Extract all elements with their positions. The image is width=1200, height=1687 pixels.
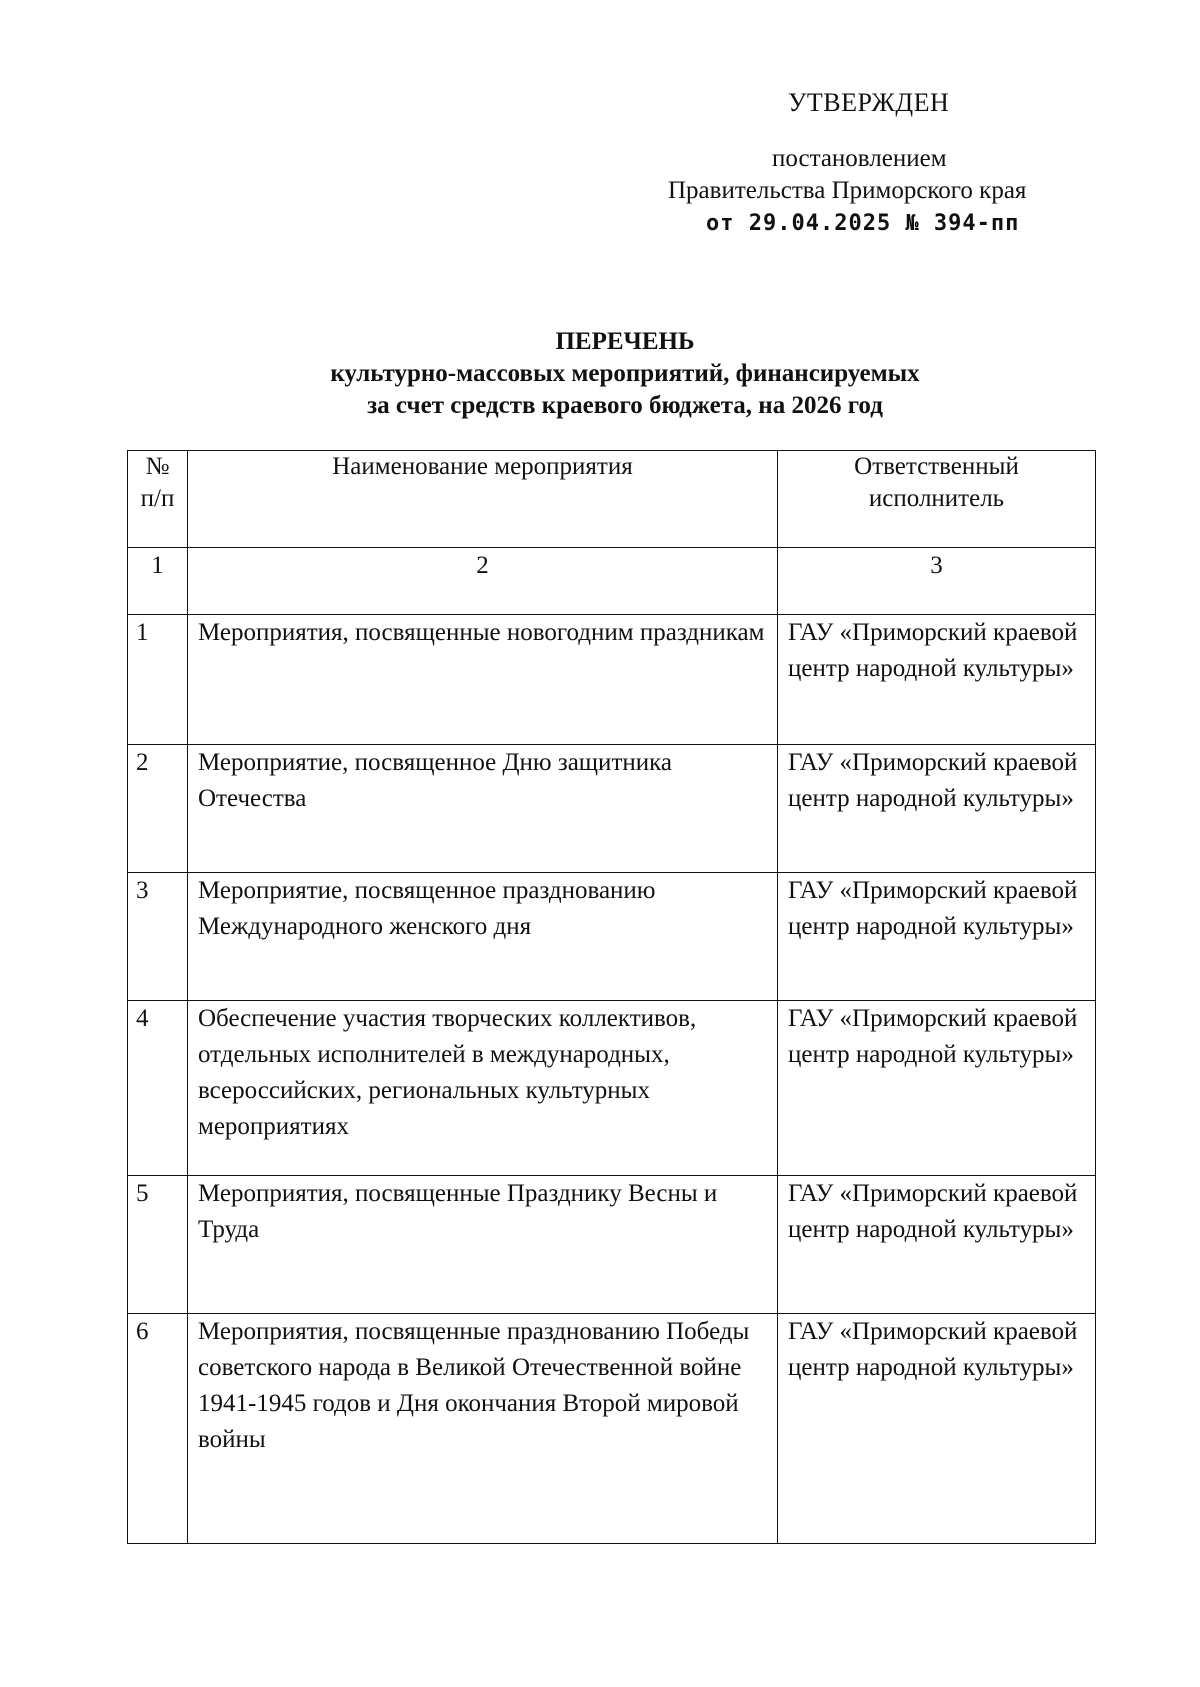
header-executor-line-2: исполнитель xyxy=(868,485,1005,512)
column-number: 1 xyxy=(128,548,188,615)
header-number-line-2: п/п xyxy=(140,485,175,512)
document-subtitle-1: культурно-массовых мероприятий, финансируемых xyxy=(330,360,920,387)
row-executor: ГАУ «Приморский краевой центр народной культуры» xyxy=(778,745,1096,873)
approval-stamp: от 29.04.2025 № 394-пп xyxy=(706,211,1020,236)
row-number: 3 xyxy=(128,873,188,1001)
header-executor xyxy=(778,451,1096,548)
table-row xyxy=(128,1314,1096,1544)
row-event-name: Мероприятия, посвященные празднованию Победы советского народа в Великой Отечественной войне 1941-1945 годов и Дня окончания Второй мировой войны xyxy=(188,1314,778,1544)
table-header-row xyxy=(128,451,1096,548)
header-number xyxy=(128,451,188,548)
row-executor: ГАУ «Приморский краевой центр народной культуры» xyxy=(778,1001,1096,1176)
table-row xyxy=(128,1001,1096,1176)
column-number: 2 xyxy=(188,548,778,615)
row-event-name: Мероприятие, посвященное Дню защитника Отечества xyxy=(188,745,778,873)
row-number: 6 xyxy=(128,1314,188,1544)
document-title-block xyxy=(0,326,1200,422)
row-event-name: Мероприятия, посвященные новогодним праздникам xyxy=(188,615,778,745)
approval-title: УТВЕРЖДЕН xyxy=(788,88,950,117)
column-number: 3 xyxy=(778,548,1096,615)
row-number: 4 xyxy=(128,1001,188,1176)
row-event-name: Обеспечение участия творческих коллективов, отдельных исполнителей в международных, всероссийских, региональных культурных мероприятиях xyxy=(188,1001,778,1176)
header-number-line-1: № xyxy=(145,453,170,480)
header-name: Наименование мероприятия xyxy=(188,451,778,548)
column-number-row xyxy=(128,548,1096,615)
table-row xyxy=(128,745,1096,873)
row-executor: ГАУ «Приморский краевой центр народной культуры» xyxy=(778,873,1096,1001)
row-executor: ГАУ «Приморский краевой центр народной культуры» xyxy=(778,1314,1096,1544)
row-executor: ГАУ «Приморский краевой центр народной культуры» xyxy=(778,615,1096,745)
approval-line-1: постановлением xyxy=(772,145,947,172)
header-executor-line-1: Ответственный xyxy=(854,453,1019,480)
table-row xyxy=(128,873,1096,1001)
row-executor: ГАУ «Приморский краевой центр народной культуры» xyxy=(778,1176,1096,1314)
row-event-name: Мероприятия, посвященные Празднику Весны и Труда xyxy=(188,1176,778,1314)
row-number: 2 xyxy=(128,745,188,873)
events-table xyxy=(127,450,1096,1544)
document-title: ПЕРЕЧЕНЬ xyxy=(555,328,695,355)
row-number: 1 xyxy=(128,615,188,745)
approval-line-2: Правительства Приморского края xyxy=(668,177,1027,204)
row-number: 5 xyxy=(128,1176,188,1314)
table-row xyxy=(128,615,1096,745)
table-row xyxy=(128,1176,1096,1314)
row-event-name: Мероприятие, посвященное празднованию Международного женского дня xyxy=(188,873,778,1001)
document-subtitle-2: за счет средств краевого бюджета, на 2026 год xyxy=(367,392,883,419)
